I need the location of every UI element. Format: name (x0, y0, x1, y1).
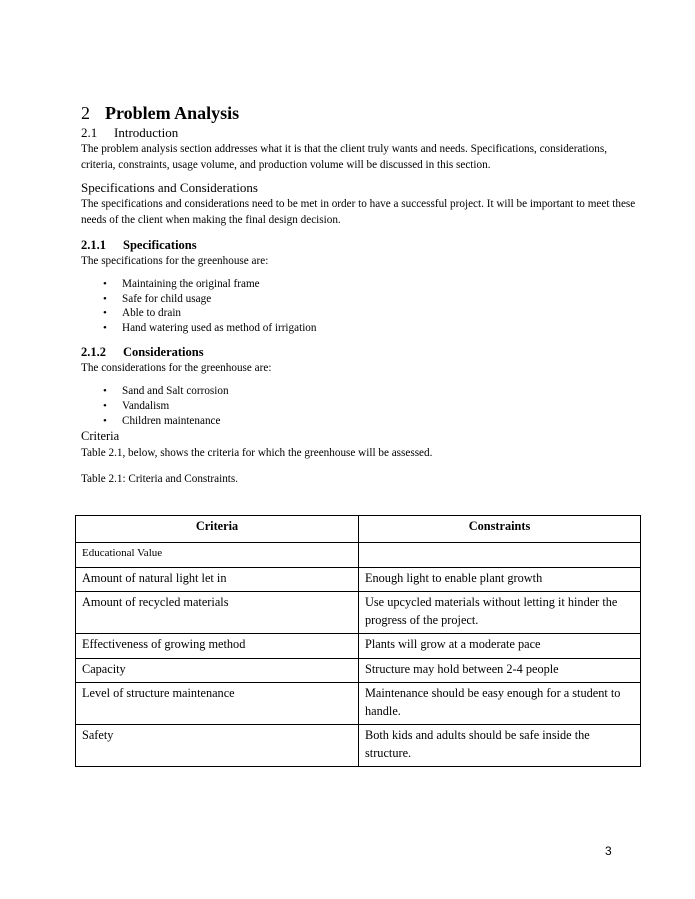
specifications-title: Specifications (123, 238, 197, 252)
list-item (81, 277, 641, 292)
specifications-heading (81, 237, 641, 253)
section-heading (81, 102, 641, 124)
criteria-cell: Capacity (76, 658, 359, 683)
criteria-cell: Amount of natural light let in (76, 567, 359, 592)
considerations-list (81, 384, 641, 428)
table-row (76, 725, 641, 767)
page-number: 3 (605, 844, 612, 858)
list-item (81, 399, 641, 414)
list-item (81, 414, 641, 429)
list-item-text: Sand and Salt corrosion (122, 385, 229, 398)
considerations-number: 2.1.2 (81, 345, 106, 360)
list-item (81, 384, 641, 399)
list-item-text: Maintaining the original frame (122, 278, 260, 290)
header-constraints: Constraints (359, 516, 641, 543)
list-item (81, 306, 641, 321)
constraint-cell: Use upcycled materials without letting it hinder the progress of the project. (359, 592, 641, 634)
bullet-icon: • (103, 399, 107, 412)
bullet-icon: • (103, 385, 107, 398)
criteria-paragraph: Table 2.1, below, shows the criteria for which the greenhouse will be assessed. (81, 447, 433, 460)
table-header-row (76, 516, 641, 543)
criteria-constraints-table (75, 515, 641, 767)
table-row (76, 567, 641, 592)
constraint-cell (359, 543, 641, 568)
criteria-cell: Level of structure maintenance (76, 683, 359, 725)
intro-heading (81, 125, 641, 141)
spec-considerations-paragraph: The specifications and considerations need to be met in order to have a successful project. It will be important to meet these needs of the client when making the final design decision. (81, 198, 636, 226)
constraint-cell: Structure may hold between 2-4 people (359, 658, 641, 683)
list-item-text: Safe for child usage (122, 292, 212, 305)
table-row (76, 543, 641, 568)
considerations-intro: The considerations for the greenhouse are: (81, 362, 272, 375)
constraint-cell: Plants will grow at a moderate pace (359, 634, 641, 659)
bullet-icon: • (103, 278, 107, 290)
considerations-title: Considerations (123, 345, 204, 360)
table-caption: Table 2.1: Criteria and Constraints. (81, 473, 239, 486)
bullet-icon: • (103, 414, 107, 427)
table-row (76, 592, 641, 634)
specifications-intro: The specifications for the greenhouse are: (81, 255, 269, 267)
specifications-number: 2.1.1 (81, 238, 106, 252)
criteria-cell: Safety (76, 725, 359, 767)
bullet-icon: • (103, 307, 107, 320)
constraint-cell: Maintenance should be easy enough for a student to handle. (359, 683, 641, 725)
intro-paragraph: The problem analysis section addresses what it is that the client truly wants and needs. Specifications, considerations, criteria, constraints, usage volume, and production volume will be discussed in this section. (81, 143, 607, 171)
header-criteria: Criteria (76, 516, 359, 543)
intro-number: 2.1 (81, 125, 98, 140)
bullet-icon: • (103, 292, 107, 305)
bullet-icon: • (103, 321, 107, 334)
list-item (81, 321, 641, 336)
constraint-cell: Both kids and adults should be safe inside the structure. (359, 725, 641, 767)
section-title: Problem Analysis (105, 103, 240, 123)
specifications-list (81, 277, 641, 335)
criteria-cell: Amount of recycled materials (76, 592, 359, 634)
table-row (76, 634, 641, 659)
intro-title: Introduction (114, 125, 179, 140)
constraint-cell: Enough light to enable plant growth (359, 567, 641, 592)
criteria-cell: Educational Value (76, 543, 359, 568)
list-item-text: Children maintenance (122, 414, 221, 427)
table-row (76, 683, 641, 725)
considerations-heading (81, 344, 641, 360)
list-item-text: Hand watering used as method of irrigation (122, 321, 317, 334)
criteria-heading: Criteria (81, 429, 120, 444)
list-item-text: Vandalism (122, 399, 170, 412)
list-item-text: Able to drain (122, 307, 182, 320)
list-item (81, 292, 641, 307)
page-content (81, 102, 641, 487)
section-number: 2 (81, 103, 90, 123)
spec-considerations-heading: Specifications and Considerations (81, 180, 258, 195)
table-row (76, 658, 641, 683)
criteria-cell: Effectiveness of growing method (76, 634, 359, 659)
